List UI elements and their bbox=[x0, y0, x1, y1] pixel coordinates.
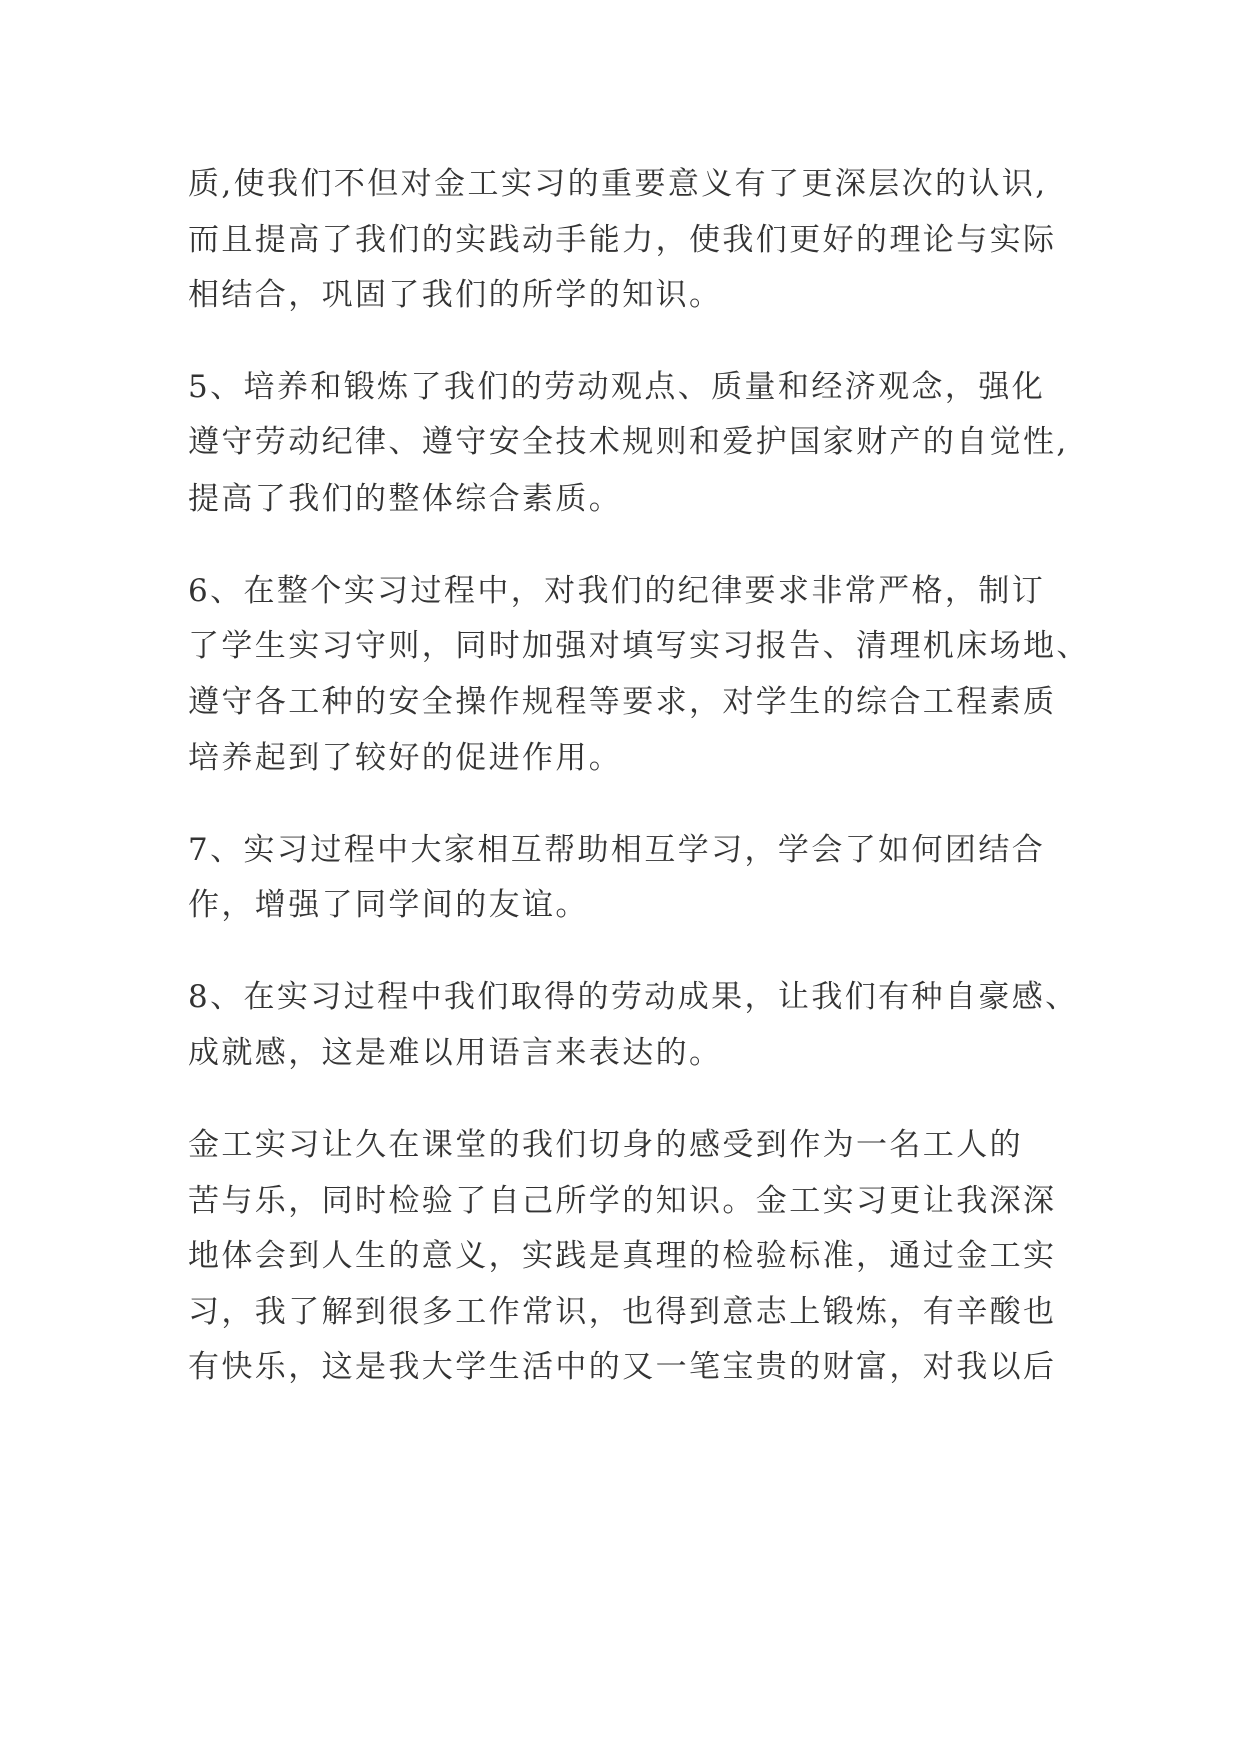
text-line: 苦与乐，同时检验了自己所学的知识。金工实习更让我深深 bbox=[188, 1183, 1057, 1219]
text-line: 成就感，这是难以用语言来表达的。 bbox=[188, 1035, 723, 1071]
text-line: 质,使我们不但对金工实习的重要意义有了更深层次的认识, bbox=[188, 166, 1048, 202]
text-line: 5、培养和锻炼了我们的劳动观点、质量和经济观念，强化 bbox=[188, 369, 1046, 405]
text-line: 8、在实习过程中我们取得的劳动成果，让我们有种自豪感、 bbox=[188, 979, 1079, 1015]
text-line: 而且提高了我们的实践动手能力，使我们更好的理论与实际 bbox=[188, 222, 1057, 258]
text-line: 相结合，巩固了我们的所学的知识。 bbox=[188, 277, 723, 313]
text-line: 金工实习让久在课堂的我们切身的感受到作为一名工人的 bbox=[188, 1127, 1023, 1163]
text-line: 遵守各工种的安全操作规程等要求，对学生的综合工程素质 bbox=[188, 684, 1057, 720]
text-line: 有快乐，这是我大学生活中的又一笔宝贵的财富，对我以后 bbox=[188, 1349, 1057, 1385]
text-line: 习，我了解到很多工作常识，也得到意志上锻炼，有辛酸也 bbox=[188, 1294, 1057, 1330]
text-line: 作，增强了同学间的友谊。 bbox=[188, 887, 589, 923]
text-line: 提高了我们的整体综合素质。 bbox=[188, 481, 623, 517]
text-line: 遵守劳动纪律、遵守安全技术规则和爱护国家财产的自觉性, bbox=[188, 424, 1069, 460]
text-line: 6、在整个实习过程中，对我们的纪律要求非常严格，制订 bbox=[188, 573, 1046, 609]
text-line: 7、实习过程中大家相互帮助相互学习，学会了如何团结合 bbox=[188, 832, 1046, 868]
text-line: 地体会到人生的意义，实践是真理的检验标准，通过金工实 bbox=[188, 1238, 1057, 1274]
text-line: 培养起到了较好的促进作用。 bbox=[188, 740, 623, 776]
text-line: 了学生实习守则，同时加强对填写实习报告、清理机床场地、 bbox=[188, 628, 1090, 664]
